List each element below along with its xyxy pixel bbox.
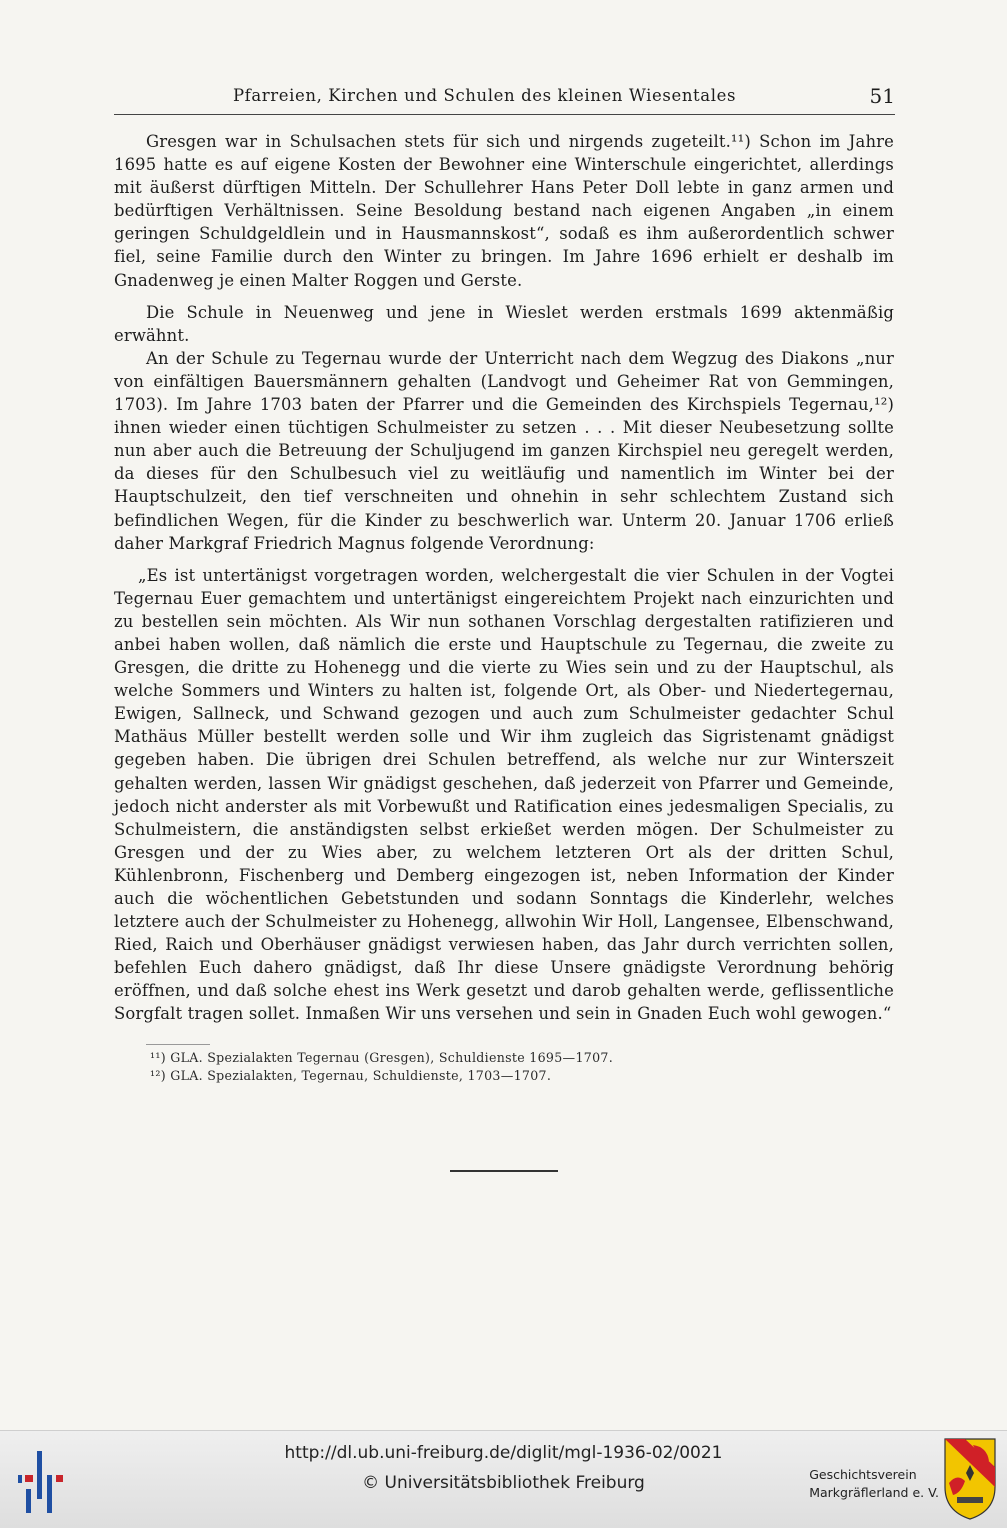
running-title: Pfarreien, Kirchen und Schulen des kleinen Wiesentales bbox=[232, 86, 737, 105]
footnote-12: ¹²) GLA. Spezialakten, Tegernau, Schuldienste, 1703—1707. bbox=[150, 1068, 552, 1083]
paragraph-neuenweg: Die Schule in Neuenweg und jene in Wieslet werden erstmals 1699 aktenmäßig erwähnt. bbox=[114, 302, 894, 345]
paragraph-gresgen: Gresgen war in Schulsachen stets für sich und nirgends zugeteilt.¹¹) Schon im Jahre 1695 hatte es auf eigene Kosten der Bewohner eine Winterschule eingerichtet, allerdings mit äußerst dürftigen Mitteln. Der Schullehrer Hans Peter Doll lebte in ganz armen und bedürftigen Verhältnissen. Seine Besoldung bestand nach eigenen Angaben „in einem geringen Schuldgeldlein und in Hausmannskost“, sodaß es ihm außerordentlich schwer fiel, seine Familie durch den Winter zu bringen. Im Jahre 1696 erhielt er deshalb im Gnadenweg je einen Malter Roggen und Gerste. bbox=[114, 132, 894, 290]
body-text bbox=[114, 130, 894, 1026]
paragraph-decree-quote: „Es ist untertänigst vorgetragen worden, welchergestalt die vier Schulen in der Vogtei Tegernau Euer gemachtem und untertänigst eingereichtem Projekt nach einzurichten und zu bestellen sein möchten. Als Wir nun sothanen Vorschlag dergestalten ratifizieren und anbei haben wollen, daß nämlich die erste und Hauptschule zu Tegernau, die zweite zu Gresgen, die dritte zu Hohenegg und die vierte zu Wies sein und zu der Hauptschul, als welche Sommers und Winters zu halten ist, folgende Ort, als Ober- und Niedertegernau, Ewigen, Sallneck, und Schwand gezogen und auch zum Schulmeister gedachter Schul Mathäus Müller bestellt werden solle und Wir ihm zugleich das Sigristenamt gnädigst gegeben haben. Die übrigen drei Schulen betreffend, als welche nur zur Winterszeit gehalten werden, lassen Wir gnädigst geschehen, daß jederzeit von Pfarrer und Gemeinde, jedoch nicht anderster als mit Vorbewußt und Ratification eines jedesmaligen Specialis, zu Schulmeistern, die anständigsten selbst erkießet werden mögen. Der Schulmeister zu Gresgen und der zu Wies aber, zu welchem letzteren Ort als der dritten Schul, Kühlenbronn, Fischenberg und Demberg eingezogen ist, neben Information der Kinder auch die wöchentlichen Gebetstunden und sodann Sonntags die Kinderlehr, welches letztere auch der Schulmeister zu Hohenegg, allwohin Wir Holl, Langensee, Elbenschwand, Ried, Raich und Oberhäuser gnädigst verwiesen haben, das Jahr durch verrichten sollen, befehlen Euch dahero gnädigst, daß Ihr diese Unsere gnädigste Verordnung behörig eröffnen, und daß solche ehest ins Werk gesetzt und darob gehalten werde, geflissentliche Sorgfalt tragen sollet. Inmaßen Wir uns versehen und sein in Gnaden Euch wohl gewogen.“ bbox=[114, 565, 894, 1024]
viewer-footer bbox=[0, 1430, 1007, 1528]
end-rule bbox=[450, 1170, 558, 1172]
footnote-11: ¹¹) GLA. Spezialakten Tegernau (Gresgen), Schuldienste 1695—1707. bbox=[150, 1050, 614, 1065]
document-url[interactable]: http://dl.ub.uni-freiburg.de/diglit/mgl-1936-02/0021 bbox=[284, 1443, 723, 1463]
markgraeflerland-crest-icon bbox=[943, 1437, 997, 1521]
footnotes bbox=[150, 1049, 850, 1085]
society-line-2: Markgräflerland e. V. bbox=[809, 1485, 939, 1500]
society-name bbox=[809, 1466, 939, 1502]
paragraph-tegernau: An der Schule zu Tegernau wurde der Unterricht nach dem Wegzug des Diakons „nur von einfältigen Bauersmännern gehalten (Landvogt und Geheimer Rat von Gemmingen, 1703). Im Jahre 1703 baten der Pfarrer und die Gemeinden des Kirchspiels Tegernau,¹²) ihnen wieder einen tüchtigen Schulmeister zu setzen . . . Mit dieser Neubesetzung sollte nun aber auch die Betreuung der Schuljugend im ganzen Kirchspiel neu geregelt werden, da dieses für den Schulbesuch viel zu weitläufig und namentlich im Winter bei der Hauptschulzeit, den tief verschneiten und ohnehin in sehr schlechtem Zustand sich befindlichen Wegen, für die Kinder zu beschwerlich war. Unterm 20. Januar 1706 erließ daher Markgraf Friedrich Magnus folgende Verordnung: bbox=[114, 348, 894, 553]
footnote-divider bbox=[146, 1044, 210, 1045]
running-header bbox=[114, 84, 895, 115]
copyright-notice: © Universitätsbibliothek Freiburg bbox=[362, 1473, 645, 1493]
society-line-1: Geschichtsverein bbox=[809, 1467, 917, 1482]
page-number: 51 bbox=[869, 84, 895, 108]
